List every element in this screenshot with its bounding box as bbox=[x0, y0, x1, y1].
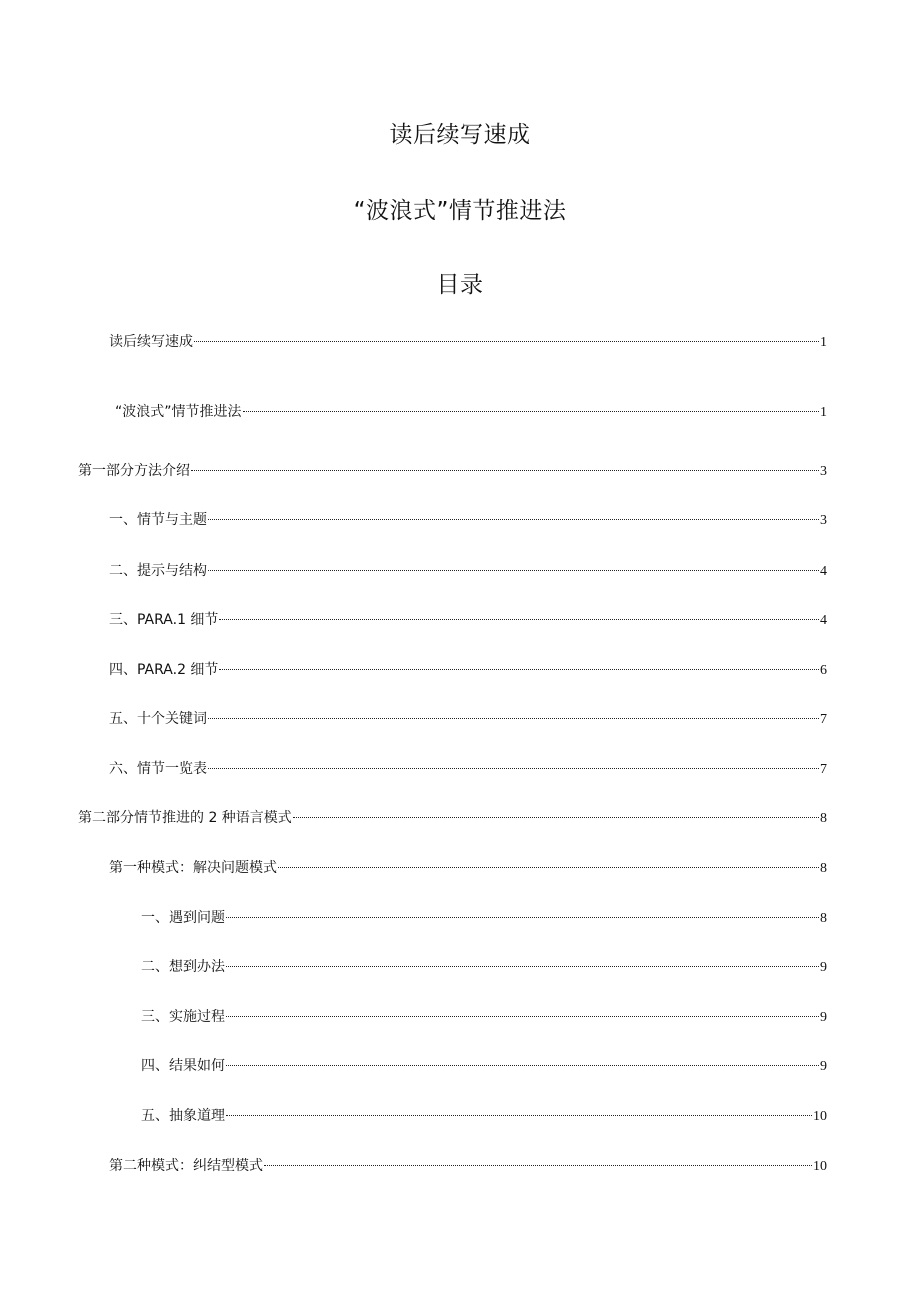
toc-entry-subsection[interactable] bbox=[141, 1106, 827, 1126]
toc-leader bbox=[208, 519, 819, 520]
toc-entry-label: 六、情节一览表 bbox=[109, 761, 207, 777]
toc-entry-label: “波浪式”情节推进法 bbox=[115, 404, 242, 420]
toc-entry-label: 五、十个关键词 bbox=[109, 711, 207, 727]
toc-leader bbox=[226, 1016, 819, 1017]
toc-page-number: 9 bbox=[820, 960, 827, 975]
toc-entry-section[interactable] bbox=[109, 510, 827, 530]
toc-leader bbox=[293, 817, 819, 818]
toc-entry-title[interactable] bbox=[109, 332, 827, 352]
toc-leader bbox=[226, 917, 819, 918]
toc-entry-section[interactable] bbox=[109, 709, 827, 729]
toc-entry-mode[interactable] bbox=[109, 858, 827, 878]
toc-entry-mode[interactable] bbox=[109, 1156, 827, 1176]
toc-entry-section[interactable] bbox=[109, 610, 827, 630]
toc-page-number: 6 bbox=[820, 663, 827, 678]
toc-entry-label: 读后续写速成 bbox=[109, 334, 193, 350]
document-title: 读后续写速成 bbox=[389, 122, 531, 148]
toc-page-number: 3 bbox=[820, 513, 827, 528]
toc-entry-subsection[interactable] bbox=[141, 1056, 827, 1076]
toc-entry-label: 五、抽象道理 bbox=[141, 1108, 225, 1124]
toc-page-number: 9 bbox=[820, 1059, 827, 1074]
toc-entry-label: 三、PARA.1 细节 bbox=[109, 612, 219, 628]
toc-leader bbox=[194, 341, 819, 342]
toc-entry-section[interactable] bbox=[109, 759, 827, 779]
toc-entry-part-1[interactable] bbox=[78, 461, 827, 481]
toc-entry-label: 四、结果如何 bbox=[141, 1058, 225, 1074]
toc-entry-subtitle[interactable] bbox=[115, 402, 827, 422]
toc-leader bbox=[208, 718, 819, 719]
toc-leader bbox=[226, 1065, 819, 1066]
toc-heading: 目录 bbox=[436, 272, 484, 298]
toc-entry-label: 一、情节与主题 bbox=[109, 512, 207, 528]
toc-leader bbox=[219, 669, 819, 670]
toc-page-number: 10 bbox=[813, 1159, 827, 1174]
toc-entry-label: 第二部分情节推进的 2 种语言模式 bbox=[78, 810, 292, 826]
toc-leader bbox=[226, 966, 819, 967]
toc-entry-label: 第一种模式：解决问题模式 bbox=[109, 860, 277, 876]
toc-page-number: 3 bbox=[820, 464, 827, 479]
toc-entry-section[interactable] bbox=[109, 660, 827, 680]
toc-entry-label: 第二种模式：纠结型模式 bbox=[109, 1158, 263, 1174]
toc-page-number: 1 bbox=[820, 405, 827, 420]
toc-page-number: 9 bbox=[820, 1010, 827, 1025]
toc-leader bbox=[264, 1165, 812, 1166]
toc-page-number: 8 bbox=[820, 811, 827, 826]
toc-entry-label: 二、想到办法 bbox=[141, 959, 225, 975]
toc-leader bbox=[219, 619, 819, 620]
toc-entry-label: 三、实施过程 bbox=[141, 1009, 225, 1025]
toc-leader bbox=[278, 867, 819, 868]
toc-entry-part-2[interactable] bbox=[78, 808, 827, 828]
toc-leader bbox=[191, 470, 819, 471]
toc-leader bbox=[226, 1115, 812, 1116]
toc-page-number: 7 bbox=[820, 712, 827, 727]
toc-entry-subsection[interactable] bbox=[141, 957, 827, 977]
toc-page-number: 8 bbox=[820, 861, 827, 876]
toc-page-number: 8 bbox=[820, 911, 827, 926]
toc-page-number: 4 bbox=[820, 613, 827, 628]
toc-page-number: 10 bbox=[813, 1109, 827, 1124]
toc-entry-label: 一、遇到问题 bbox=[141, 910, 225, 926]
toc-entry-label: 第一部分方法介绍 bbox=[78, 463, 190, 479]
toc-entry-section[interactable] bbox=[109, 561, 827, 581]
toc-page-number: 1 bbox=[820, 335, 827, 350]
toc-leader bbox=[243, 411, 819, 412]
document-subtitle: “波浪式”情节推进法 bbox=[353, 198, 567, 224]
toc-leader bbox=[208, 570, 819, 571]
toc-leader bbox=[208, 768, 819, 769]
toc-page-number: 7 bbox=[820, 762, 827, 777]
toc-entry-label: 四、PARA.2 细节 bbox=[109, 662, 219, 678]
toc-entry-subsection[interactable] bbox=[141, 1007, 827, 1027]
toc-entry-subsection[interactable] bbox=[141, 908, 827, 928]
toc-page-number: 4 bbox=[820, 564, 827, 579]
toc-entry-label: 二、提示与结构 bbox=[109, 563, 207, 579]
